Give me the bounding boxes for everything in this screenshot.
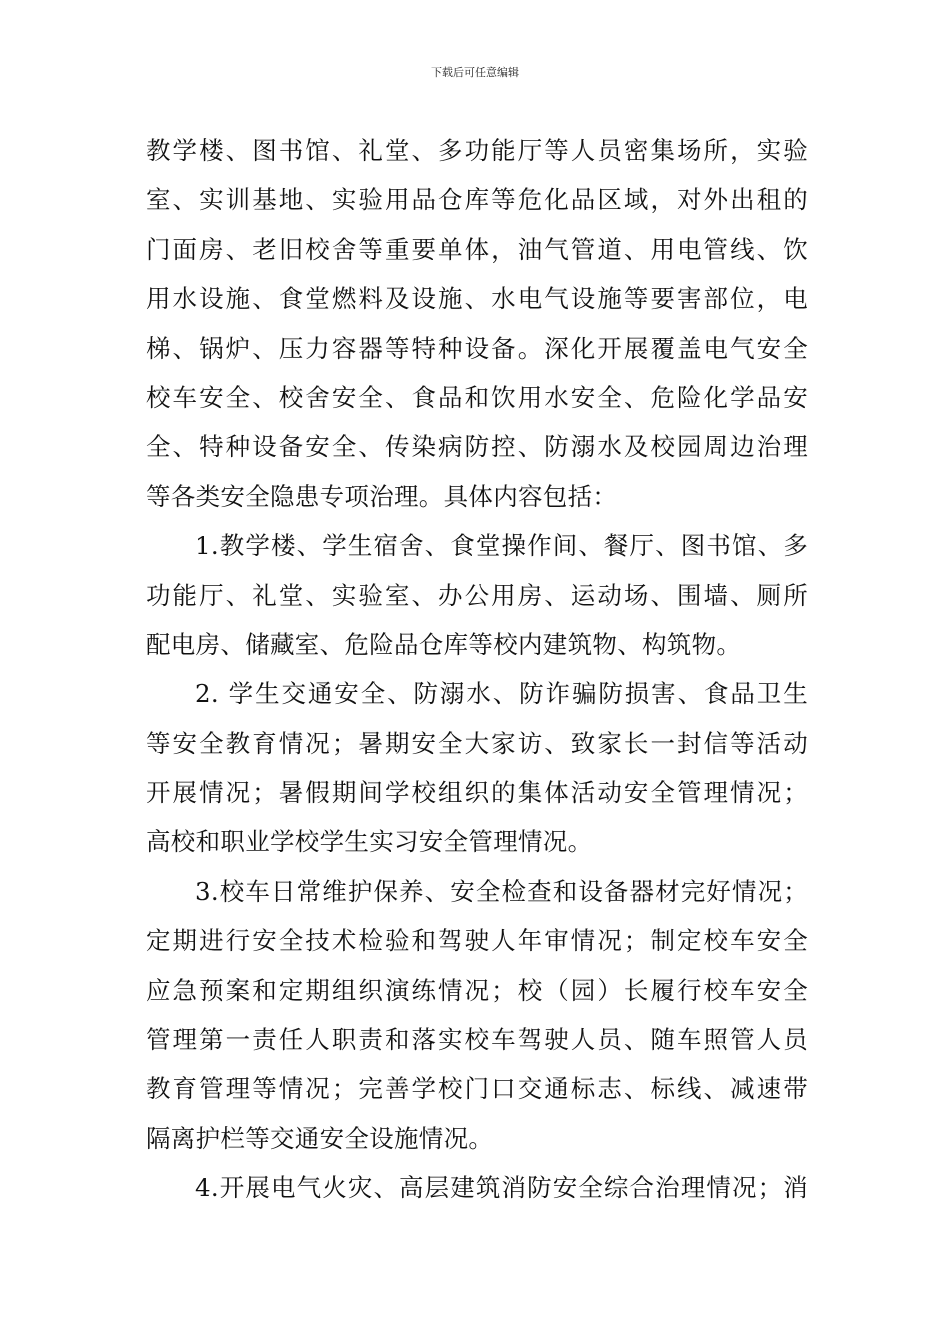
text-line: 全、特种设备安全、传染病防控、防溺水及校园周边治理	[146, 432, 808, 462]
document-body	[146, 126, 808, 1213]
text-line: 校车安全、校舍安全、食品和饮用水安全、危险化学品安	[146, 382, 808, 412]
text-line: 室、实训基地、实验用品仓库等危化品区域，对外出租的	[146, 185, 808, 215]
paragraph-2-line: 2. 学生交通安全、防溺水、防诈骗防损害、食品卫生	[195, 679, 808, 709]
text-line: 门面房、老旧校舍等重要单体，油气管道、用电管线、饮	[146, 234, 808, 264]
text-line: 定期进行安全技术检验和驾驶人年审情况；制定校车安全	[146, 926, 808, 956]
text-line: 应急预案和定期组织演练情况；校（园）长履行校车安全	[146, 975, 808, 1005]
paragraph-1-line: 1.教学楼、学生宿舍、食堂操作间、餐厅、图书馆、多	[195, 531, 808, 561]
text-line: 功能厅、礼堂、实验室、办公用房、运动场、围墙、厕所	[146, 580, 808, 610]
text-line: 梯、锅炉、压力容器等特种设备。深化开展覆盖电气安全	[146, 333, 808, 363]
text-line: 开展情况；暑假期间学校组织的集体活动安全管理情况；	[146, 778, 808, 808]
page-header: 下载后可任意编辑	[431, 66, 519, 79]
text-line: 隔离护栏等交通安全设施情况。	[146, 1123, 494, 1153]
text-line: 高校和职业学校学生实习安全管理情况。	[146, 827, 593, 857]
text-line: 教学楼、图书馆、礼堂、多功能厅等人员密集场所，实验	[146, 136, 808, 165]
text-line: 等安全教育情况；暑期安全大家访、致家长一封信等活动	[146, 728, 808, 758]
text-line: 管理第一责任人职责和落实校车驾驶人员、随车照管人员	[146, 1025, 808, 1055]
text-line: 配电房、储藏室、危险品仓库等校内建筑物、构筑物。	[146, 629, 742, 659]
paragraph-4-line: 4.开展电气火灾、高层建筑消防安全综合治理情况；消	[195, 1173, 808, 1203]
paragraph-3-line: 3.校车日常维护保养、安全检查和设备器材完好情况；	[195, 876, 808, 906]
text-line: 用水设施、食堂燃料及设施、水电气设施等要害部位，电	[146, 284, 808, 314]
text-line: 教育管理等情况；完善学校门口交通标志、标线、减速带	[146, 1074, 808, 1104]
text-line: 等各类安全隐患专项治理。具体内容包括：	[146, 481, 618, 511]
